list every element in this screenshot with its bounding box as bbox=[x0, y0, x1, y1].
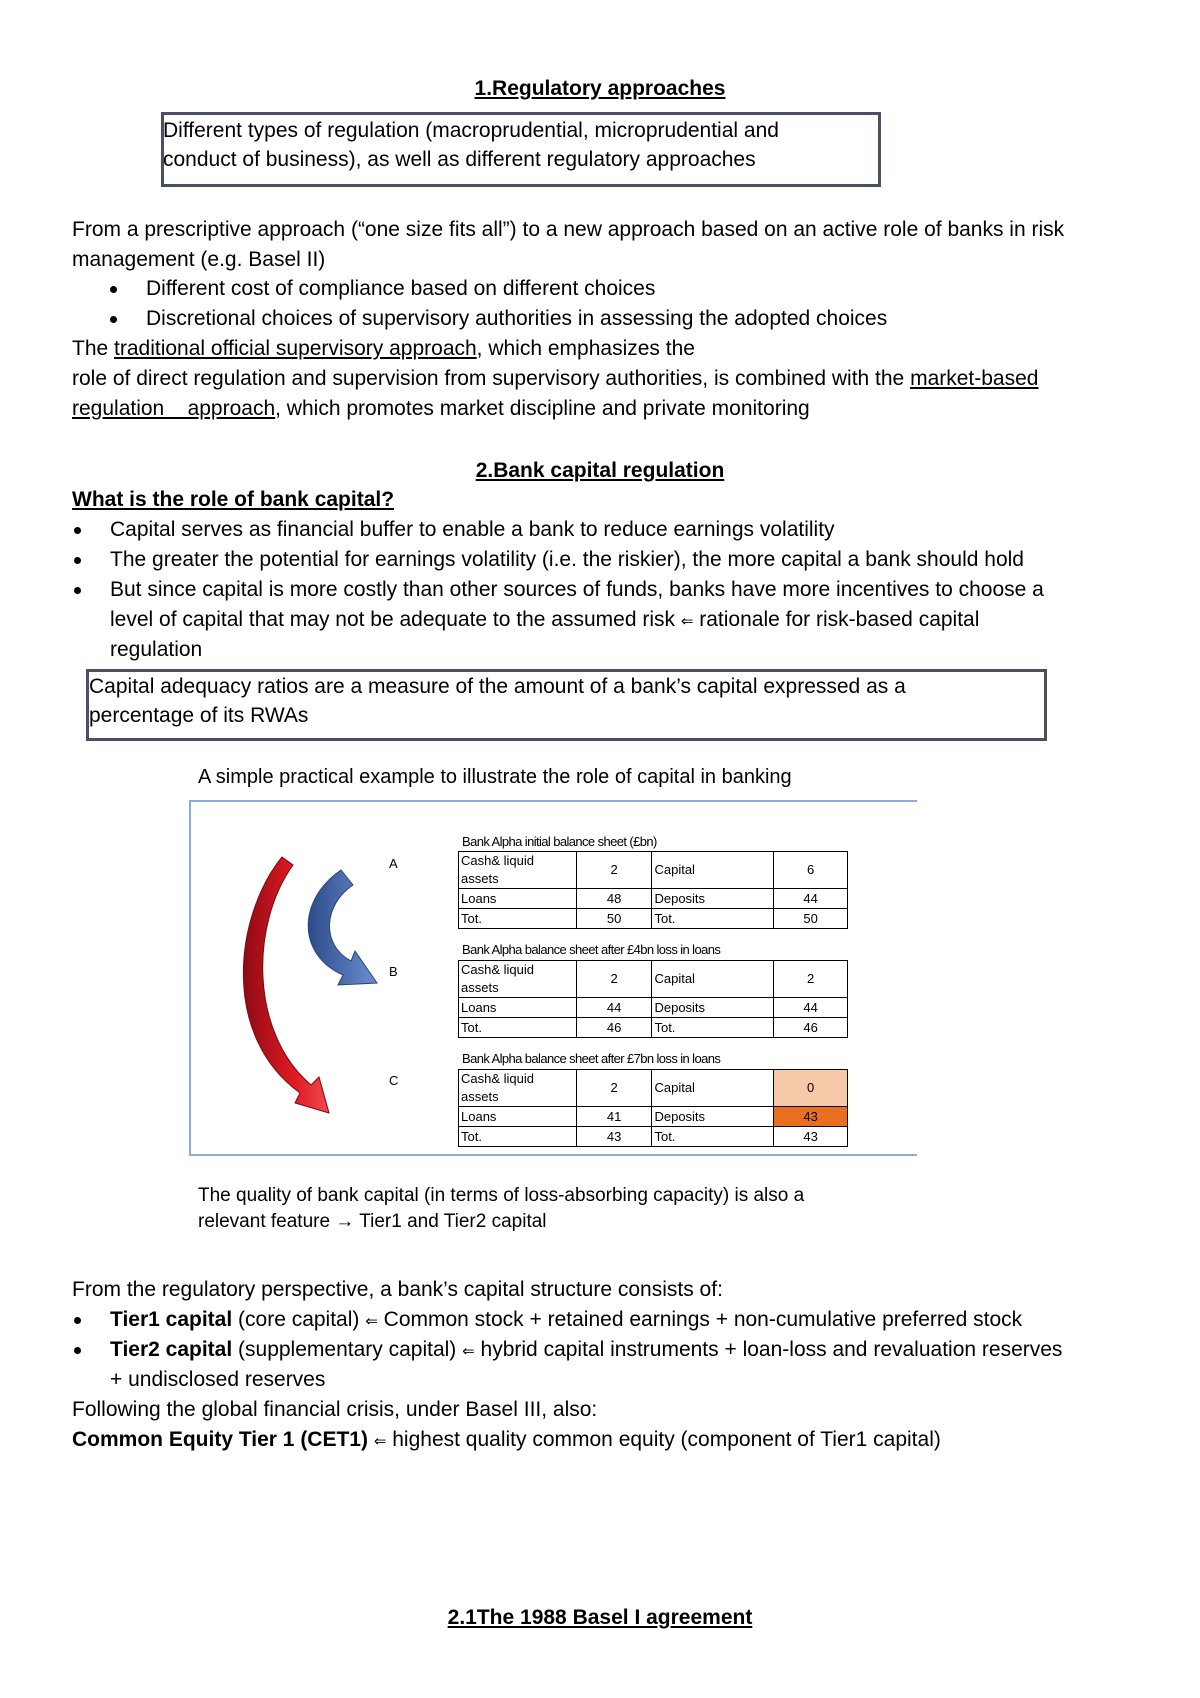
market-based-term: market-based bbox=[910, 367, 1039, 390]
bullet-dot bbox=[110, 286, 117, 293]
section1-bullet-1: Different cost of compliance based on different choices bbox=[146, 277, 656, 300]
figure-title: A simple practical example to illustrate the role of capital in banking bbox=[198, 766, 792, 788]
section2-heading: 2.Bank capital regulation bbox=[475, 459, 725, 482]
table-b-caption: Bank Alpha balance sheet after £4bn loss in loans bbox=[462, 942, 721, 957]
red-arrow bbox=[243, 857, 329, 1113]
implies-arrow-icon: ⇐ bbox=[365, 1313, 378, 1330]
capital-adequacy-line2: percentage of its RWAs bbox=[89, 704, 309, 727]
bullet-dot bbox=[74, 557, 81, 564]
prescriptive-para-line2: management (e.g. Basel II) bbox=[72, 248, 326, 271]
bullet-dot bbox=[74, 1347, 81, 1354]
table-row: Tot. 43 Tot. 43 bbox=[459, 1127, 848, 1147]
table-row: Cash& liquid assets 2 Capital 6 bbox=[459, 852, 848, 889]
implies-arrow-icon: ⇐ bbox=[680, 613, 694, 630]
table-row: Cash& liquid assets 2 Capital 2 bbox=[459, 961, 848, 998]
traditional-approach-term: traditional official supervisory approach bbox=[114, 337, 477, 360]
cet1-line: Common Equity Tier 1 (CET1) ⇐ highest quality common equity (component of Tier1 capital) bbox=[72, 1428, 941, 1451]
section21-heading: 2.1The 1988 Basel I agreement bbox=[447, 1606, 753, 1629]
section1-heading: 1.Regulatory approaches bbox=[474, 77, 726, 100]
step-label-b: B bbox=[389, 964, 398, 979]
table-after-4bn-loss bbox=[458, 960, 848, 1038]
table-row: Tot. 46 Tot. 46 bbox=[459, 1018, 848, 1038]
bullet-dot bbox=[74, 527, 81, 534]
regulation-approach-line: regulation approach, which promotes market discipline and private monitoring bbox=[72, 397, 810, 420]
table-row: Tot. 50 Tot. 50 bbox=[459, 909, 848, 929]
section2-bullet-2: The greater the potential for earnings volatility (i.e. the riskier), the more capital a bank should hold bbox=[110, 548, 1024, 571]
table-a-caption: Bank Alpha initial balance sheet (£bn) bbox=[462, 834, 657, 849]
figure-caption-line2: relevant feature → Tier1 and Tier2 capital bbox=[198, 1211, 547, 1232]
implies-arrow-icon: ⇐ bbox=[462, 1343, 475, 1360]
figure-caption-line1: The quality of bank capital (in terms of loss-absorbing capacity) is also a bbox=[198, 1185, 805, 1206]
table-row: Cash& liquid assets 2 Capital 0 bbox=[459, 1070, 848, 1107]
section1-bullet-2: Discretional choices of supervisory authorities in assessing the adopted choices bbox=[146, 307, 888, 330]
table-row: Loans 41 Deposits 43 bbox=[459, 1107, 848, 1127]
step-label-a: A bbox=[389, 856, 398, 871]
regulation-approach-term: regulation approach bbox=[72, 397, 276, 420]
traditional-approach-line: The traditional official supervisory approach, which emphasizes the bbox=[72, 337, 695, 360]
table-after-7bn-loss bbox=[458, 1069, 848, 1147]
basel3-following: Following the global financial crisis, under Basel III, also: bbox=[72, 1398, 598, 1421]
bullet-dot bbox=[74, 1317, 81, 1324]
capital-adequacy-line1: Capital adequacy ratios are a measure of the amount of a bank’s capital expressed as a bbox=[89, 675, 906, 698]
section2-bullet-3-line2: level of capital that may not be adequate to the assumed risk ⇐ rationale for risk-based capital bbox=[110, 608, 980, 631]
loss-flow-arrows-icon bbox=[225, 845, 395, 1130]
table-row: Loans 48 Deposits 44 bbox=[459, 889, 848, 909]
table-row: Loans 44 Deposits 44 bbox=[459, 998, 848, 1018]
blue-arrow bbox=[308, 870, 377, 985]
role-direct-regulation-line: role of direct regulation and supervision from supervisory authorities, is combined with the market-based bbox=[72, 367, 1039, 390]
role-of-capital-question: What is the role of bank capital? bbox=[72, 488, 395, 511]
bullet-dot bbox=[74, 587, 81, 594]
tier2-line: Tier2 capital (supplementary capital) ⇐ hybrid capital instruments + loan-loss and revaluation reserves bbox=[110, 1338, 1063, 1361]
tier1-line: Tier1 capital (core capital) ⇐ Common stock + retained earnings + non-cumulative preferred stock bbox=[110, 1308, 1023, 1331]
capital-structure-intro: From the regulatory perspective, a bank’s capital structure consists of: bbox=[72, 1278, 723, 1301]
regulation-types-line1: Different types of regulation (macroprudential, microprudential and bbox=[163, 119, 779, 142]
section2-bullet-3-line3: regulation bbox=[110, 638, 203, 661]
bullet-dot bbox=[110, 316, 117, 323]
step-label-c: C bbox=[389, 1073, 399, 1088]
prescriptive-para-line1: From a prescriptive approach (“one size fits all”) to a new approach based on an active role of banks in risk bbox=[72, 218, 1065, 241]
tier2-line2: + undisclosed reserves bbox=[110, 1368, 326, 1391]
regulation-types-line2: conduct of business), as well as different regulatory approaches bbox=[163, 148, 756, 171]
section2-bullet-1: Capital serves as financial buffer to enable a bank to reduce earnings volatility bbox=[110, 518, 835, 541]
section2-bullet-3: But since capital is more costly than other sources of funds, banks have more incentives to choose a bbox=[110, 578, 1044, 601]
capital-zero-cell: 0 bbox=[774, 1070, 848, 1107]
table-initial-balance-sheet bbox=[458, 851, 848, 929]
table-c-caption: Bank Alpha balance sheet after £7bn loss in loans bbox=[462, 1051, 721, 1066]
implies-arrow-icon: ⇐ bbox=[373, 1433, 387, 1450]
deposits-highlight-cell: 43 bbox=[774, 1107, 848, 1127]
